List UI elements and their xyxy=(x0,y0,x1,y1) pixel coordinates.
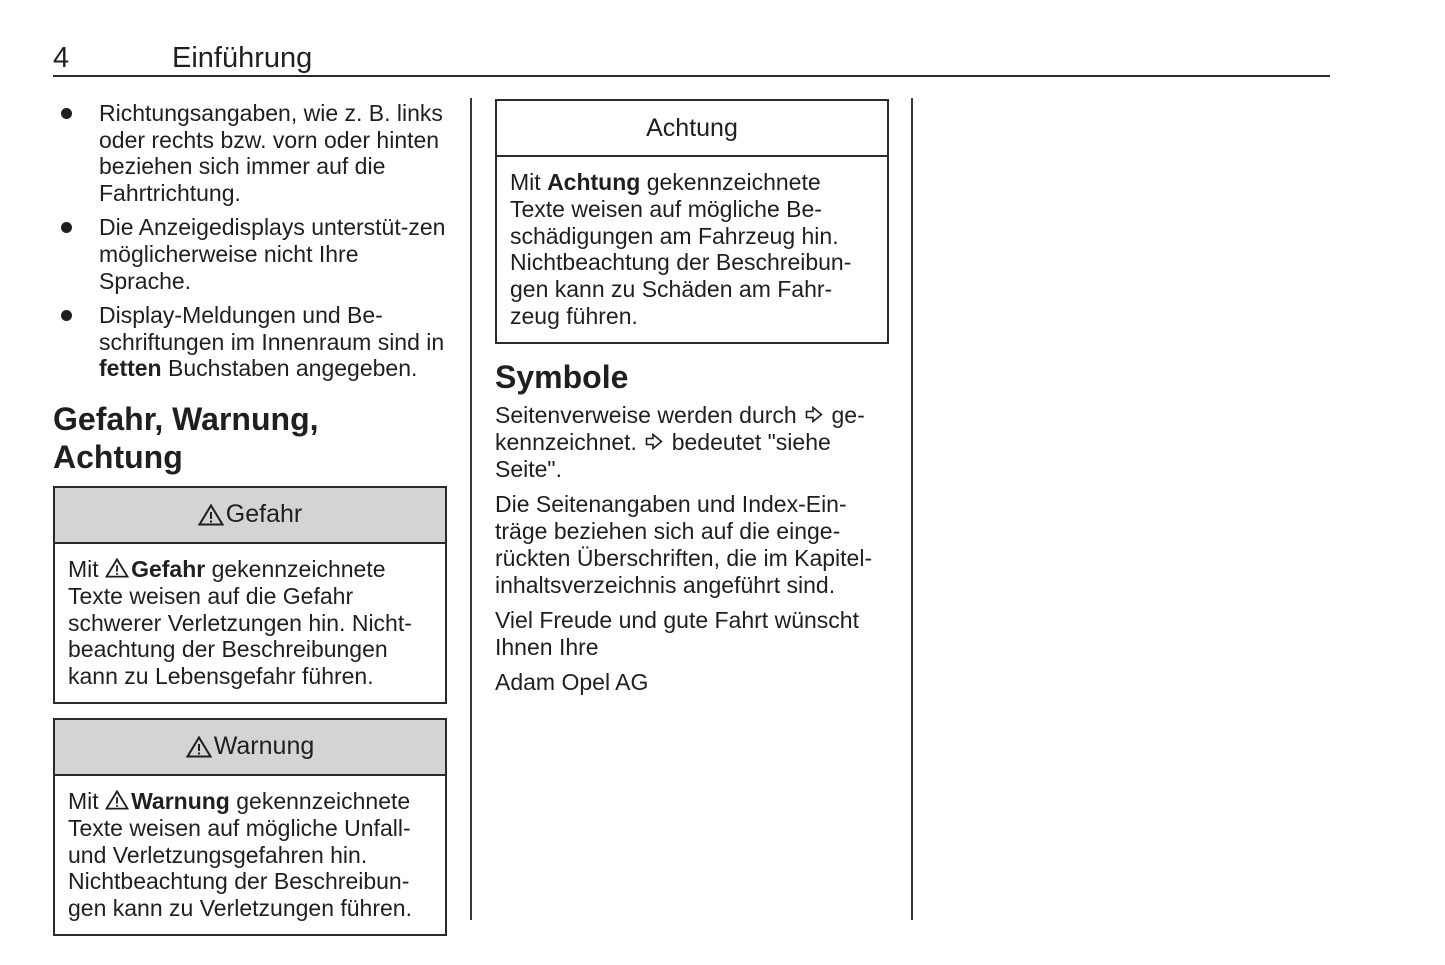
list-item-text: Die Anzeigedisplays unterstüt-zen möglicherweise nicht Ihre Sprache. xyxy=(99,214,446,294)
bullet-icon xyxy=(61,108,72,119)
caution-box-body xyxy=(497,157,887,342)
danger-box xyxy=(53,486,447,704)
list-item xyxy=(53,302,448,382)
warning-triangle-icon xyxy=(105,790,129,810)
warning-triangle-icon xyxy=(198,504,224,526)
box-text: Mit xyxy=(68,555,106,582)
bullet-list xyxy=(53,100,448,382)
warning-box xyxy=(53,718,447,936)
middle-column xyxy=(495,99,889,704)
box-text: gekennzeichnete Texte weisen auf mögliche Be-schädigungen am Fahrzeug hin. Nichtbeachtung der Beschreibun-gen kann zu Schäden am Fahr-zeug führen. xyxy=(510,169,852,329)
bullet-icon xyxy=(61,310,72,321)
paragraph-text: Seitenverweise werden durch xyxy=(495,401,804,428)
caution-box xyxy=(495,99,889,344)
danger-box-title: Gefahr xyxy=(225,500,303,529)
column-divider xyxy=(470,98,472,920)
left-column xyxy=(53,100,448,936)
paragraph-text: ge-kennzeichnet. xyxy=(495,401,865,455)
box-text: gekennzeichnete Texte weisen auf mögliche Unfall- und Verletzungsgefahren hin. Nichtbeachtung der Beschreibun-gen kann zu Verletzungen führen. xyxy=(68,787,412,922)
page-reference-arrow-icon xyxy=(805,406,823,423)
bold-term: Achtung xyxy=(547,169,641,195)
list-item-text: Display-Meldungen und Be-schriftungen im Innenraum sind in xyxy=(99,302,445,355)
danger-box-body xyxy=(55,544,445,702)
header-divider xyxy=(53,75,1330,77)
page-number: 4 xyxy=(53,42,70,74)
paragraph-text: bedeutet "siehe Seite". xyxy=(495,428,831,482)
box-text: gekennzeichnete Texte weisen auf die Gefahr schwerer Verletzungen hin. Nicht-beachtung der Beschreibungen kann zu Lebensgefahr führen. xyxy=(68,555,412,690)
paragraph: Viel Freude und gute Fahrt wünscht Ihnen Ihre xyxy=(495,606,859,660)
bold-term: Gefahr xyxy=(131,555,206,582)
warning-box-header xyxy=(55,720,445,776)
signature: Adam Opel AG xyxy=(495,668,649,695)
warning-triangle-icon xyxy=(105,558,129,578)
danger-box-header xyxy=(55,488,445,544)
bold-term: fetten xyxy=(99,355,162,382)
box-text: Mit xyxy=(68,787,106,814)
list-item xyxy=(53,100,448,206)
chapter-title: Einführung xyxy=(172,42,313,74)
caution-box-header xyxy=(497,101,887,157)
section-heading: Gefahr, Warnung, Achtung xyxy=(53,400,319,475)
list-item-text: Richtungsangaben, wie z. B. links oder rechts bzw. vorn oder hinten beziehen sich immer auf die Fahrtrichtung. xyxy=(99,100,443,206)
section-heading: Symbole xyxy=(495,358,629,395)
list-item xyxy=(53,214,448,294)
column-divider xyxy=(911,98,913,920)
caution-box-title: Achtung xyxy=(646,113,738,142)
warning-triangle-icon xyxy=(186,736,212,758)
paragraph xyxy=(495,402,889,483)
warning-box-body xyxy=(55,776,445,934)
warning-box-title: Warnung xyxy=(213,732,315,761)
list-item-text: Buchstaben angegeben. xyxy=(161,355,418,382)
bold-term: Warnung xyxy=(131,787,230,814)
box-text: Mit xyxy=(510,169,548,195)
page-reference-arrow-icon xyxy=(645,433,663,450)
bullet-icon xyxy=(61,222,72,233)
paragraph: Die Seitenangaben und Index-Ein-träge beziehen sich auf die einge-rückten Überschriften, die im Kapitel-inhaltsverzeichnis angeführt sind. xyxy=(495,490,873,598)
